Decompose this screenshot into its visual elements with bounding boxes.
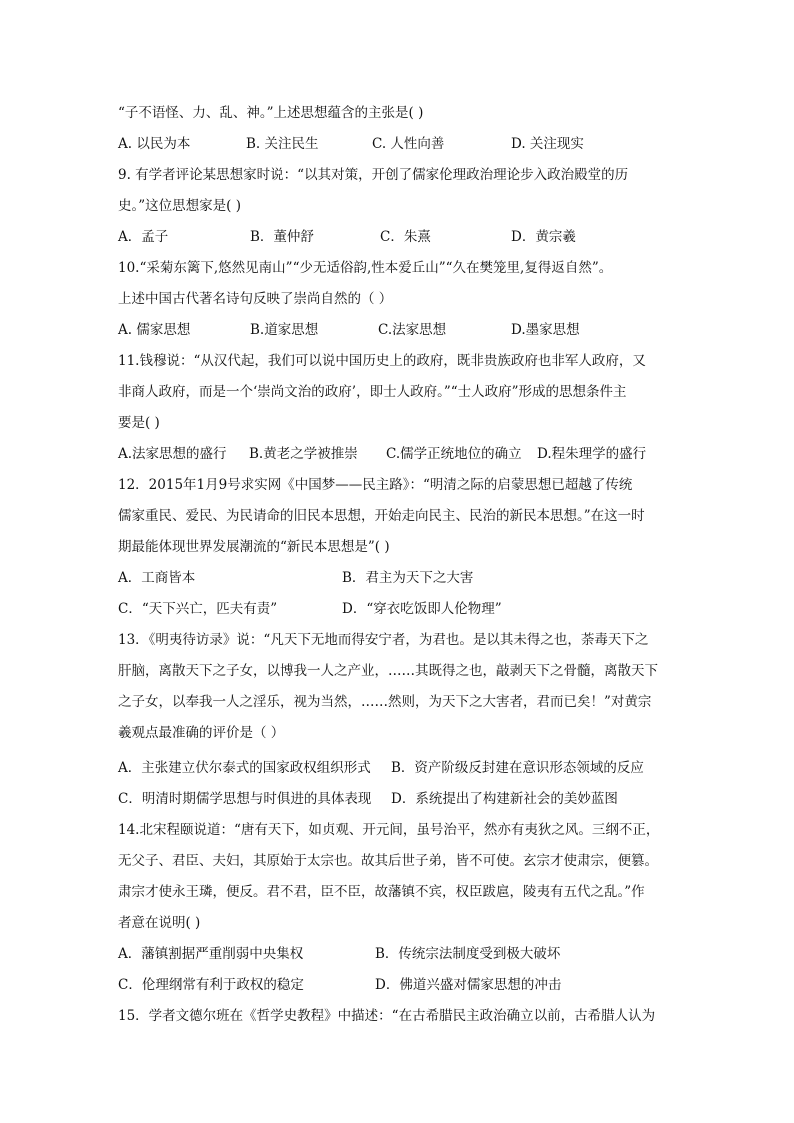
q14-option-b: B．传统宗法制度受到极大破坏 <box>375 946 561 962</box>
q9-stem-line-2: 史。”这位思想家是( ) <box>118 198 241 214</box>
q13-stem-line-2: 肝脑，离散天下之子女，以博我一人之产业，……其既得之也，敲剥天下之骨髓，离散天下 <box>118 663 658 679</box>
q13-stem-line-3: 之子女，以奉我一人之淫乐，视为当然，……然则，为天下之大害者，君而已矣！”对黄宗 <box>118 694 652 710</box>
q9-option-c: C．朱熹 <box>380 229 431 245</box>
q9-option-d: D．黄宗羲 <box>511 229 576 245</box>
q10-option-a: A. 儒家思想 <box>118 322 191 338</box>
q8-option-b: B. 关注民生 <box>246 136 319 152</box>
q13-option-d: D．系统提出了构建新社会的美妙蓝图 <box>391 791 618 807</box>
q11-stem-line-3: 要是( ) <box>118 415 160 431</box>
q14-stem-line-1: 14.北宋程颐说道：“唐有天下，如贞观、开元间，虽号治平，然亦有夷狄之风。三纲不正， <box>118 822 660 838</box>
q13-stem-line-4: 羲观点最准确的评价是（ ） <box>118 725 285 741</box>
q14-option-c: C．伦理纲常有利于政权的稳定 <box>118 977 304 993</box>
q9-option-a: A．孟子 <box>118 229 169 245</box>
q8-option-a: A. 以民为本 <box>118 136 191 152</box>
q12-stem-line-1: 12．2015年1月9号求实网《中国梦——民主路》：“明清之际的启蒙思想已超越了传统 <box>118 477 633 493</box>
q12-stem-line-3: 期最能体现世界发展潮流的“新民本思想是”( ) <box>118 539 390 555</box>
q12-option-c: C．“天下兴亡，匹夫有责” <box>118 601 278 617</box>
q13-option-c: C．明清时期儒学思想与时俱进的具体表现 <box>118 791 372 807</box>
q8-option-c: C. 人性向善 <box>372 136 445 152</box>
q11-option-d: D.程朱理学的盛行 <box>537 446 647 462</box>
q10-option-d: D.墨家思想 <box>511 322 580 338</box>
q11-option-c: C.儒学正统地位的确立 <box>386 446 522 462</box>
q11-option-a: A.法家思想的盛行 <box>118 446 227 462</box>
q13-option-a: A．主张建立伏尔泰式的国家政权组织形式 <box>118 760 371 776</box>
q10-option-c: C.法家思想 <box>378 322 447 338</box>
q10-stem-line-1: 10.“采菊东篱下,悠然见南山”“少无适俗韵,性本爱丘山”“久在樊笼里,复得返自然”。 <box>118 260 613 276</box>
q14-stem-line-2: 无父子、君臣、夫妇，其原始于太宗也。故其后世子弟，皆不可使。玄宗才使肃宗，便篡。 <box>118 853 658 869</box>
q9-stem-line-1: 9. 有学者评论某思想家时说：“以其对策，开创了儒家伦理政治理论步入政治殿堂的历 <box>118 167 629 183</box>
q10-option-b: B.道家思想 <box>250 322 319 338</box>
q15-stem-line-1: 15．学者文德尔班在《哲学史教程》中描述：“在古希腊民主政治确立以前，古希腊人认为 <box>118 1008 656 1024</box>
q8-stem: “子不语怪、力、乱、神。”上述思想蕴含的主张是( ) <box>118 105 424 121</box>
q13-stem-line-1: 13．《明夷待访录》说：“凡天下无地而得安宁者，为君也。是以其未得之也，荼毒天下之 <box>118 632 649 648</box>
q14-option-d: D．佛道兴盛对儒家思想的冲击 <box>375 977 562 993</box>
q11-stem-line-1: 11.钱穆说：“从汉代起，我们可以说中国历史上的政府，既非贵族政府也非军人政府，又 <box>118 353 646 369</box>
q11-option-b: B.黄老之学被推崇 <box>249 446 358 462</box>
q14-stem-line-3: 肃宗才使永王璘，便反。君不君，臣不臣，故藩镇不宾，权臣跋扈，陵夷有五代之乱。”作 <box>118 884 645 900</box>
q13-option-b: B．资产阶级反封建在意识形态领域的反应 <box>391 760 644 776</box>
q14-option-a: A．藩镇割据严重削弱中央集权 <box>118 946 304 962</box>
q8-option-d: D. 关注现实 <box>511 136 584 152</box>
q11-stem-line-2: 非商人政府，而是一个‘崇尚文治的政府’，即士人政府。”“士人政府”形成的思想条件主 <box>118 384 627 400</box>
q14-stem-line-4: 者意在说明( ) <box>118 915 201 931</box>
q12-option-a: A．工商皆本 <box>118 570 196 586</box>
q12-option-d: D．“穿衣吃饭即人伦物理” <box>342 601 502 617</box>
q12-option-b: B．君主为天下之大害 <box>342 570 474 586</box>
q10-stem-line-2: 上述中国古代著名诗句反映了崇尚自然的（ ） <box>118 291 393 307</box>
q12-stem-line-2: 儒家重民、爱民、为民请命的旧民本思想，开始走向民主、民治的新民本思想。”在这一时 <box>118 508 645 524</box>
q9-option-b: B．董仲舒 <box>250 229 314 245</box>
